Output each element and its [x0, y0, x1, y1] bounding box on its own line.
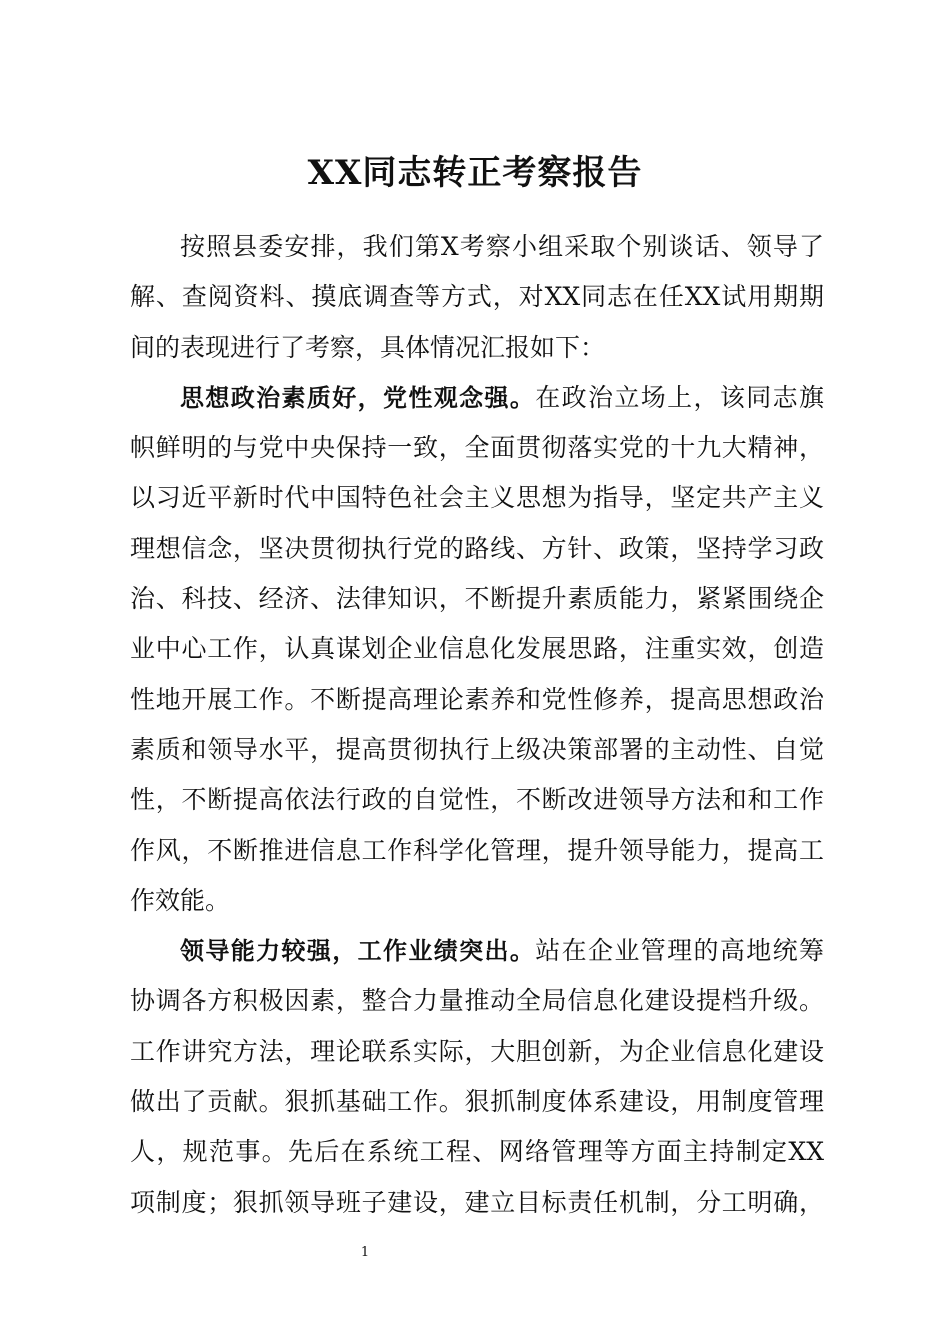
- section-1-line: 作风，不断推进信息工作科学化管理，提升领导能力，提高工: [130, 835, 824, 865]
- section-1-line: 性地开展工作。不断提高理论素养和党性修养，提高思想政治: [130, 684, 824, 714]
- intro-line: 解、查阅资料、摸底调查等方式，对XX同志在任XX试用期期: [130, 282, 824, 312]
- document-body: [130, 222, 824, 1228]
- intro-line: 间的表现进行了考察，具体情况汇报如下：: [130, 332, 606, 362]
- section-2-line: 协调各方积极因素，整合力量推动全局信息化建设提档升级。: [130, 986, 824, 1016]
- section-2-line: 工作讲究方法，理论联系实际，大胆创新，为企业信息化建设: [130, 1036, 824, 1066]
- section-1-line: 以习近平新时代中国特色社会主义思想为指导，坚定共产主义: [130, 483, 824, 513]
- section-1-line: 业中心工作，认真谋划企业信息化发展思路，注重实效，创造: [130, 634, 824, 664]
- section-2-line: 项制度；狠抓领导班子建设，建立目标责任机制，分工明确，: [130, 1187, 824, 1217]
- document-title: XX同志转正考察报告: [307, 153, 643, 193]
- section-2-line: 人，规范事。先后在系统工程、网络管理等方面主持制定XX: [130, 1137, 824, 1167]
- page-number: 1: [360, 1245, 370, 1260]
- section-1-first-line: [130, 373, 824, 423]
- intro-line: 按照县委安排，我们第X考察小组采取个别谈话、领导了: [180, 232, 824, 261]
- section-2-first-line: [130, 926, 824, 976]
- section-1-line: 素质和领导水平，提高贯彻执行上级决策部署的主动性、自觉: [130, 734, 824, 764]
- section-1-line: 治、科技、经济、法律知识，不断提升素质能力，紧紧围绕企: [130, 584, 824, 614]
- section-1-line: 帜鲜明的与党中央保持一致，全面贯彻落实党的十九大精神，: [130, 433, 824, 463]
- section-1-line: 作效能。: [130, 885, 231, 915]
- section-2-first-line-text: 站在企业管理的高地统筹: [535, 936, 824, 966]
- section-1-first-line-text: 在政治立场上，该同志旗: [535, 382, 824, 412]
- section-1-heading: 思想政治素质好，党性观念强。: [180, 383, 536, 412]
- section-2-line: 做出了贡献。狠抓基础工作。狠抓制度体系建设，用制度管理: [130, 1087, 824, 1117]
- section-2-heading: 领导能力较强，工作业绩突出。: [180, 937, 536, 966]
- section-1-line: 性，不断提高依法行政的自觉性，不断改进领导方法和和工作: [130, 785, 824, 815]
- section-1-line: 理想信念，坚决贯彻执行党的路线、方针、政策，坚持学习政: [130, 533, 824, 563]
